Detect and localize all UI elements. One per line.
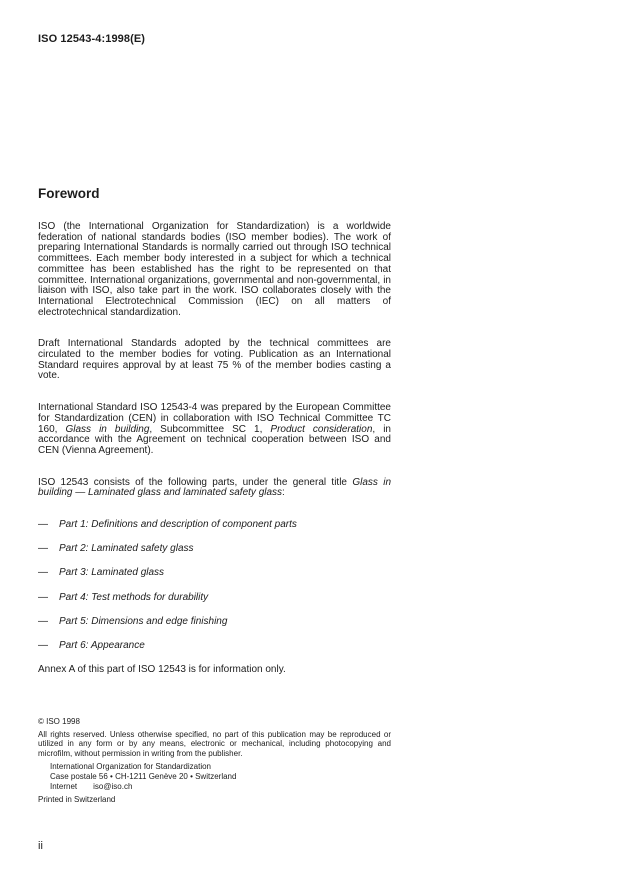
em-dash: —: [38, 640, 48, 652]
rights-text: All rights reserved. Unless otherwise specified, no part of this publication may be reproduced or utilized in any form or by any means, electronic or mechanical, including photocopying and microfilm, without permission in writing from the publisher.: [38, 729, 391, 758]
em-dash: —: [38, 591, 48, 603]
parts-list-item: [38, 544, 391, 555]
parts-list-item: [38, 641, 391, 652]
part-title: Part 3: Laminated glass: [59, 567, 165, 579]
text-run: International Standard ISO 12543-4 was prepared by the European Committee for Standardization (CEN) in collaboration with ISO Technical Committee TC 160,: [38, 402, 391, 435]
text-run: , Subcommittee SC 1,: [149, 423, 271, 435]
parts-list-item: [38, 617, 391, 628]
parts-list-item: [38, 568, 391, 579]
internet-email: iso@iso.ch: [93, 781, 133, 791]
footer: [38, 717, 391, 805]
em-dash: —: [38, 615, 48, 627]
text-run: ISO (the International Organization for Standardization) is a worldwide federation of national standards bodies (ISO member bodies). The work of preparing International Standards is normally carried out through ISO technical committees. Each member body interested in a subject for which a technical committee has been established has the right to be represented on that committee. International organizations, governmental and non-governmental, in liaison with ISO, also take part in the work. ISO collaborates closely with the International Electrotechnical Commission (IEC) on all matters of electrotechnical standardization.: [38, 221, 391, 318]
printed-in: Printed in Switzerland: [38, 795, 116, 805]
italic-text-run: Glass in building: [65, 423, 150, 435]
parts-list-item: [38, 520, 391, 531]
parts-list: [38, 520, 391, 652]
publisher-address: Case postale 56 • CH-1211 Genève 20 • Switzerland: [50, 771, 237, 781]
document-id: ISO 12543-4:1998(E): [38, 33, 146, 45]
paragraph: [38, 403, 391, 457]
foreword-heading: Foreword: [38, 186, 100, 201]
body-column: [38, 222, 391, 697]
italic-text-run: Glass in building — Laminated glass and laminated safety glass: [38, 476, 392, 499]
publisher-internet-line: [50, 782, 391, 792]
page-number: ii: [38, 840, 43, 852]
em-dash: —: [38, 519, 48, 531]
publisher-name: International Organization for Standardization: [50, 762, 211, 772]
paragraph: [38, 222, 391, 318]
part-title: Part 5: Dimensions and edge finishing: [59, 615, 228, 627]
em-dash: —: [38, 567, 48, 579]
part-title: Part 6: Appearance: [59, 640, 145, 652]
publisher-block: [38, 762, 391, 791]
paragraph: [38, 339, 391, 382]
text-run: Draft International Standards adopted by the technical committees are circulated to the member bodies for voting. Publication as an International Standard requires approval by at least 75 % of the member bodies casting a vote.: [38, 338, 391, 382]
em-dash: —: [38, 543, 48, 555]
paragraph: [38, 478, 391, 499]
body-paragraphs: [38, 222, 391, 499]
annex-note: Annex A of this part of ISO 12543 is for information only.: [38, 664, 286, 676]
text-run: ISO 12543 consists of the following parts, under the general title: [38, 476, 353, 488]
italic-text-run: Product consideration: [270, 423, 373, 435]
copyright-line: © ISO 1998: [38, 717, 80, 726]
internet-label: Internet: [50, 781, 78, 791]
part-title: Part 2: Laminated safety glass: [59, 543, 194, 555]
text-run: :: [282, 487, 285, 499]
parts-list-item: [38, 593, 391, 604]
part-title: Part 1: Definitions and description of component parts: [59, 519, 297, 531]
text-run: , in accordance with the Agreement on technical cooperation between ISO and CEN (Vienna Agreement).: [38, 423, 391, 456]
part-title: Part 4: Test methods for durability: [59, 591, 209, 603]
